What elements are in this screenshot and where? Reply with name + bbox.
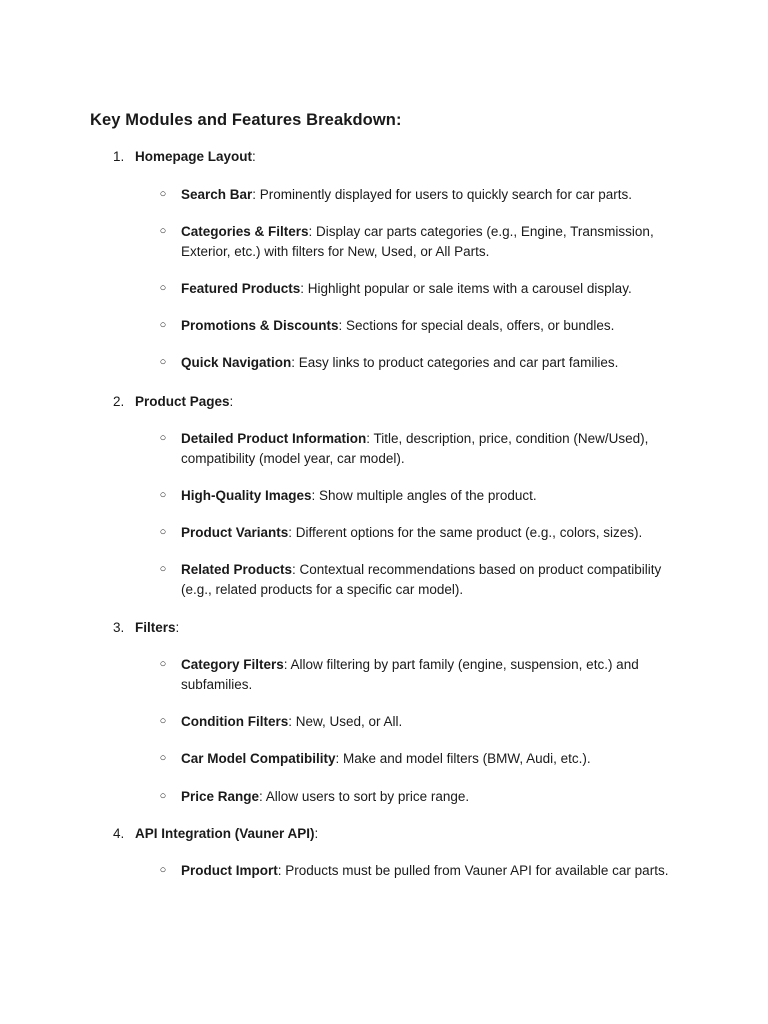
section-title [135,824,318,844]
list-item-term: Product Import [181,863,278,878]
list-item-term: Related Products [181,562,293,577]
list-item-text [181,185,681,205]
list-item-term: Price Range [181,789,260,804]
section-title-text: Homepage Layout [135,149,253,164]
hollow-circle-bullet-icon: ○ [159,188,167,200]
list-item-term: High-Quality Images [181,488,312,503]
list-item-description: : Show multiple angles of the product. [311,488,537,503]
list-item-term: Featured Products [181,281,301,296]
hollow-circle-bullet-icon: ○ [159,715,167,727]
hollow-circle-bullet-icon: ○ [159,864,167,876]
section-title [135,392,233,412]
list-item-text [181,316,681,336]
hollow-circle-bullet-icon: ○ [159,282,167,294]
list-item-text [181,486,681,506]
section-number: 4. [113,826,125,841]
list-item-term: Category Filters [181,657,284,672]
hollow-circle-bullet-icon: ○ [159,432,167,444]
list-item-description: : Allow filtering by part family (engine, suspension, etc.) and subfamilies. [181,657,639,692]
section-title [135,618,179,638]
hollow-circle-bullet-icon: ○ [159,526,167,538]
section-number: 1. [113,149,125,164]
list-item-description: : Products must be pulled from Vauner API for available car parts. [277,863,669,878]
hollow-circle-bullet-icon: ○ [159,563,167,575]
list-item-text [181,787,681,807]
list-item-text [181,429,681,468]
hollow-circle-bullet-icon: ○ [159,752,167,764]
list-item-text [181,353,681,373]
list-item-text [181,861,681,881]
list-item-term: Detailed Product Information [181,431,367,446]
list-item-text [181,523,681,543]
list-item-term: Condition Filters [181,714,289,729]
list-item-description: : Sections for special deals, offers, or bundles. [338,318,615,333]
list-item-description: : Display car parts categories (e.g., Engine, Transmission, Exterior, etc.) with filters for New, Used, or All Parts. [181,224,654,259]
list-item-term: Promotions & Discounts [181,318,339,333]
section-title [135,147,256,167]
list-item-description: : Different options for the same product (e.g., colors, sizes). [288,525,643,540]
hollow-circle-bullet-icon: ○ [159,658,167,670]
list-item-description: : New, Used, or All. [288,714,403,729]
hollow-circle-bullet-icon: ○ [159,319,167,331]
section-title-suffix: : [175,620,180,635]
section-title-text: Product Pages [135,394,230,409]
section-title-suffix: : [314,826,319,841]
section-number: 2. [113,394,125,409]
section-title-suffix: : [229,394,234,409]
list-item-term: Search Bar [181,187,253,202]
list-item-description: : Easy links to product categories and car part families. [291,355,619,370]
document-title: Key Modules and Features Breakdown: [90,111,402,129]
list-item-description: : Highlight popular or sale items with a carousel display. [300,281,632,296]
list-item-text [181,560,681,599]
list-item-description: : Title, description, price, condition (New/Used), compatibility (model year, car model). [181,431,649,466]
hollow-circle-bullet-icon: ○ [159,356,167,368]
list-item-text [181,712,681,732]
list-item-description: : Allow users to sort by price range. [259,789,470,804]
list-item-description: : Prominently displayed for users to quickly search for car parts. [252,187,632,202]
section-number: 3. [113,620,125,635]
list-item-term: Product Variants [181,525,289,540]
list-item-text [181,655,681,694]
section-title-text: Filters [135,620,176,635]
hollow-circle-bullet-icon: ○ [159,790,167,802]
section-title-suffix: : [252,149,256,164]
list-item-term: Quick Navigation [181,355,292,370]
list-item-description: : Contextual recommendations based on product compatibility (e.g., related products for a specific car model). [181,562,662,597]
list-item-text [181,279,681,299]
list-item-text [181,749,681,769]
list-item-text [181,222,681,261]
section-title-text: API Integration (Vauner API) [135,826,315,841]
list-item-description: : Make and model filters (BMW, Audi, etc.). [335,751,591,766]
hollow-circle-bullet-icon: ○ [159,225,167,237]
list-item-term: Categories & Filters [181,224,309,239]
hollow-circle-bullet-icon: ○ [159,489,167,501]
list-item-term: Car Model Compatibility [181,751,336,766]
